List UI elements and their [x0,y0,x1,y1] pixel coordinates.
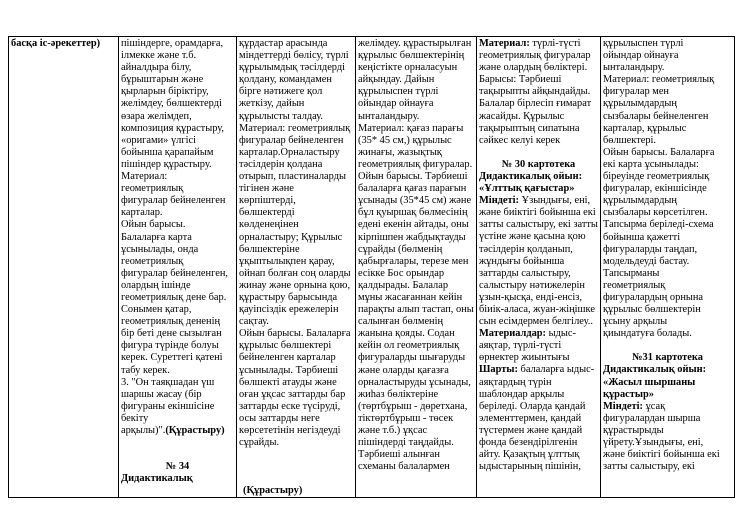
spacer [479,147,598,159]
activity-type-label: басқа іс-әрекеттер) [11,38,101,49]
spacer [121,437,234,449]
col2-paragraph-2-text: Материал: геометриялық фигуралар бейнеленген карталар. Ойын барысы. Балаларға карта ұсынылады, онда геометриялық фигуралар бейнеленген, олардың ішінде геометриялық дене бар. Сонымен қатар, геометриялық дененің бір беті дене сызылған фигура түрінде болуы керек. Суреттегі қатені табу керек. 3. "Он таяқшадан үш шаршы жасау (бір фигураны екіншісіне бекіту арқылы)". [121,171,228,436]
col5-materials-paragraph [479,328,598,364]
table-row [9,37,735,498]
col3-paragraph: құрдастар арасында міндеттерді бөлісу, түрлі құрылымдық тәсілдерді қолдану, командамен бірге нәтижеге қол жеткізу, дайын құрылысты талдау. Материал: геометриялық фигуралар бейнеленген карталар.Орналастыру тәсілдерін қолдана отырып, пластиналарды тігінен және көрпіштерді, бөлшектерді көлденеңінен орналастыру; Құрылыс бөлшектеріне ұқыптылықпен қарау, ойнап болған соң оларды жинау және орнына қою, құрастыру барысында қауіпсіздік ережелерін сақтау. Ойын барысы. Балаларға құрылыс бөлшектері бейнеленген карталар ұсынылады. Тәрбиеші бөлшекті атауды және оған ұқсас заттарды бар заттарды еске түсіруді, осы заттарды неге көрсететінін негіздеуді сұрайды. [239,38,351,449]
col5-materials-label: Материалдар: [479,328,547,340]
spacer [121,449,234,461]
column-2-cell [119,37,237,498]
column-3-cell [237,37,356,498]
spacer [239,449,353,461]
spacer [603,340,732,352]
col6-task-label: Міндеті: [603,400,643,412]
col6-card-number: №31 картотека [632,352,703,364]
col5-card-number: № 30 картотека [501,158,576,170]
col6-card-title: Дидактикалық ойын: «Жасыл шыршаны құрастыр» [603,364,707,400]
column-5-cell [477,37,601,498]
activity-type-cell [9,37,119,498]
col5-task-paragraph [479,195,598,328]
col5-materials-text: ыдыс- аяқтар, түрлі-түсті өрнектер жиынтығы [479,328,576,364]
col5-task-text: Ұзындығы, ені, және биіктігі бойынша екі затты салыстыру, екі затты үстіне және қасына қою тәсілдерін қолданып, жұндығы бойынша заттарды салыстыру, салыстыру нәтижелерін ұзын-қысқа, енді-енсіз, біиік-аласа, жуан-жіңішке сын есімдермен белгілеу.. [479,195,598,328]
col5-material-label: Материал: [479,38,530,49]
col6-paragraph: құрылыспен түрлі ойындар ойнауға ынталандыру. Материал: геометриялық фигуралар мен құрылымдардың сызбалары бейнеленген карталар, құрылыс бөлшектері. Ойын барысы. Балаларға екі карта ұсынылады: біреуінде геометриялық фигуралар, екіншісінде құрылымдардың сызбалары көрсетілген. Тапсырма беріледі-схема бойынша қажетті фигураларды таңдап, модельдеуді бастау. Тапсырманы геометриялық фигуралардың орнына құрылыс бөлшектерін ұсыну арқылы қиындатуға болады. [603,38,715,340]
col6-task-text: ұсақ фигуралардан шырша құрастырыды үйрету.Ұзындығы, ені, және биіктігі бойынша екі затты салыстыру, екі [603,400,720,473]
col2-card-title: Дидактикалық [121,473,193,485]
spacer [239,473,353,485]
col2-construct-tag: (Құрастыру) [165,425,225,436]
column-6-cell [601,37,735,498]
col2-card-number: № 34 [165,461,190,473]
col3-construct-tag: (Құрастыру) [243,485,303,497]
column-4-cell [356,37,477,498]
col6-task-paragraph [603,401,732,474]
col5-material-text: түрлі-түсті геометриялық фигуралар және олардың бөліктері. Барысы: Тәрбиеші тақырыпты айқындайды. Балалар бірлесіп ғимарат жасайды. Құрылыс тақырыптың сипатына сәйкес келуі керек [479,38,592,146]
spacer [239,461,353,473]
col5-material-paragraph [479,38,598,147]
col2-paragraph-1: пішіндерге, орамдарға, ілмекке және т.б. айналдыра білу, бұрыштарын және қырларын біріктіру, желімдеу, бөлшектерді өзара желімдеп, композиция құрастыру, «оригами» үлгісі бойынша қарапайым пішіндер құрастыру. [121,38,225,170]
col5-card-title: Дидактикалық ойын: «Ұлттық қағыстар» [479,170,583,195]
col5-condition-label: Шарты: [479,364,518,376]
col5-condition-paragraph [479,364,598,473]
col5-condition-text: балаларға ыдыс- аяқтардың түрін шаблондар арқылы беріледі. Оларда қандай элементтермен, қандай түстермен және қандай фонда безендірілгенін айту. Қазақтың ұлттық ыдыстарының пішінін, [479,364,595,473]
lesson-plan-table [8,36,735,498]
col5-task-label: Міндеті: [479,195,519,207]
col4-paragraph: желімдеу. құрастырылған құрылыс бөлшектерінің кеңістікте орналасуын айқындау. Дайын құрылыспен түрлі ойындар ойнауға ынталандыру. Материал: қағаз парағы (35* 45 см,) құрылыс жинағы, жазықтық геометриялық фигуралар. Ойын барысы. Тәрбиеші балаларға қағаз парағын ұсынады (35*45 см) және бұл қуыршақ бөлмесінің еденi екенiн айтады, оны кірпішпен жабдықтауды сұрайды (бөлменің қабырғалары, терезе мен есікке Бос орындар қалдырады. Балалар мұны жасағаннан кейін парақты алып тастап, оны салынған бөлменің жанына қояды. Содан кейін ол геометриялық фигураларды шығаруды және оларды қағазға орналастыруды ұсынады, жиһаз бөліктеріне (төртбұрыш - дөретхана, тіктөртбұрыш - төсек және т.б.) ұқсас пішіндерді таңдайды. Тәрбиеші алынған схеманы балалармен [358,38,474,473]
col2-paragraph-2 [121,171,234,437]
